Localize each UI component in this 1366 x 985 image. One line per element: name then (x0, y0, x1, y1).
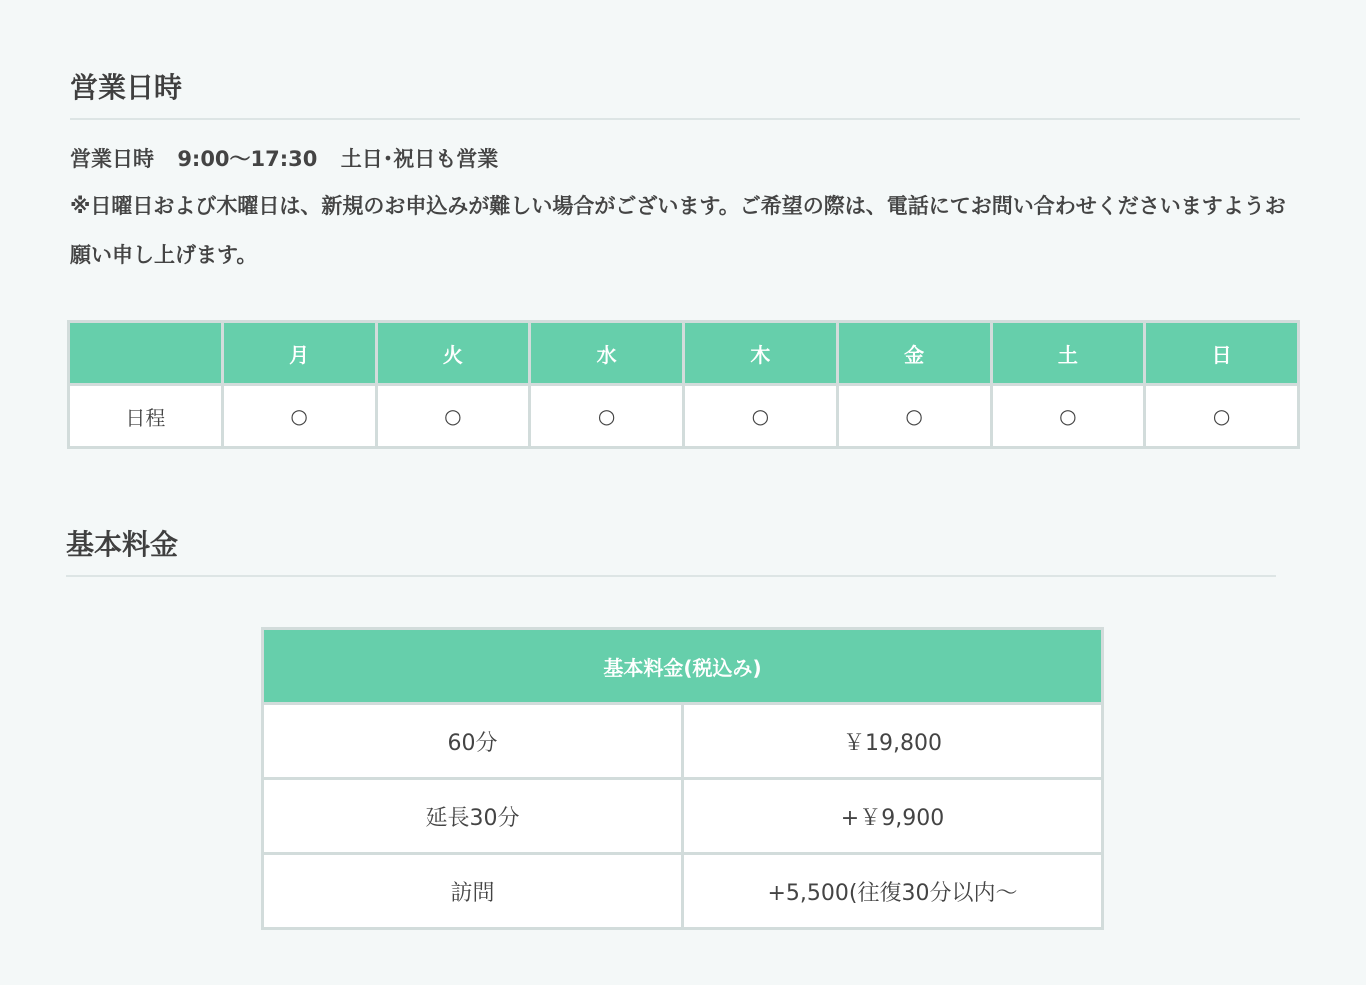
price-row-label: 60分 (263, 704, 683, 779)
schedule-header-wed: 水 (530, 322, 684, 385)
schedule-header-thu: 木 (684, 322, 838, 385)
price-row-label: 訪問 (263, 854, 683, 929)
schedule-header-sun: 日 (1145, 322, 1299, 385)
price-row-visit (263, 854, 1103, 929)
base-price-title: 基本料金 (66, 515, 1276, 577)
price-row-value: +5,500(往復30分以内〜 (683, 854, 1103, 929)
price-row-value: +￥9,900 (683, 779, 1103, 854)
schedule-mark-mon: ○ (222, 385, 376, 448)
schedule-header-sat: 土 (991, 322, 1145, 385)
hours-label: 営業日時 (70, 147, 154, 171)
hours-time: 9:00〜17:30 (177, 147, 318, 171)
business-hours-title: 営業日時 (70, 58, 1300, 120)
schedule-mark-tue: ○ (376, 385, 530, 448)
business-hours-line (70, 142, 1300, 176)
price-row-extension (263, 779, 1103, 854)
price-table (261, 627, 1104, 930)
schedule-header-mon: 月 (222, 322, 376, 385)
schedule-row (69, 385, 1299, 448)
schedule-header-tue: 火 (376, 322, 530, 385)
price-row-label: 延長30分 (263, 779, 683, 854)
schedule-mark-wed: ○ (530, 385, 684, 448)
business-hours-notice: ※日曜日および木曜日は、新規のお申込みが難しい場合がございます。ご希望の際は、電話にてお問い合わせくださいますようお願い申し上げます。 (70, 194, 1286, 267)
price-table-header: 基本料金(税込み) (263, 629, 1103, 704)
price-row-60min (263, 704, 1103, 779)
price-header-row (263, 629, 1103, 704)
schedule-mark-fri: ○ (837, 385, 991, 448)
schedule-row-label: 日程 (69, 385, 223, 448)
schedule-header-fri: 金 (837, 322, 991, 385)
schedule-table (67, 320, 1300, 449)
schedule-mark-sun: ○ (1145, 385, 1299, 448)
hours-days: 土日･祝日も営業 (340, 147, 499, 171)
schedule-header-empty (69, 322, 223, 385)
schedule-header-row (69, 322, 1299, 385)
schedule-mark-sat: ○ (991, 385, 1145, 448)
business-hours-section (70, 58, 1300, 280)
schedule-mark-thu: ○ (684, 385, 838, 448)
price-row-value: ￥19,800 (683, 704, 1103, 779)
